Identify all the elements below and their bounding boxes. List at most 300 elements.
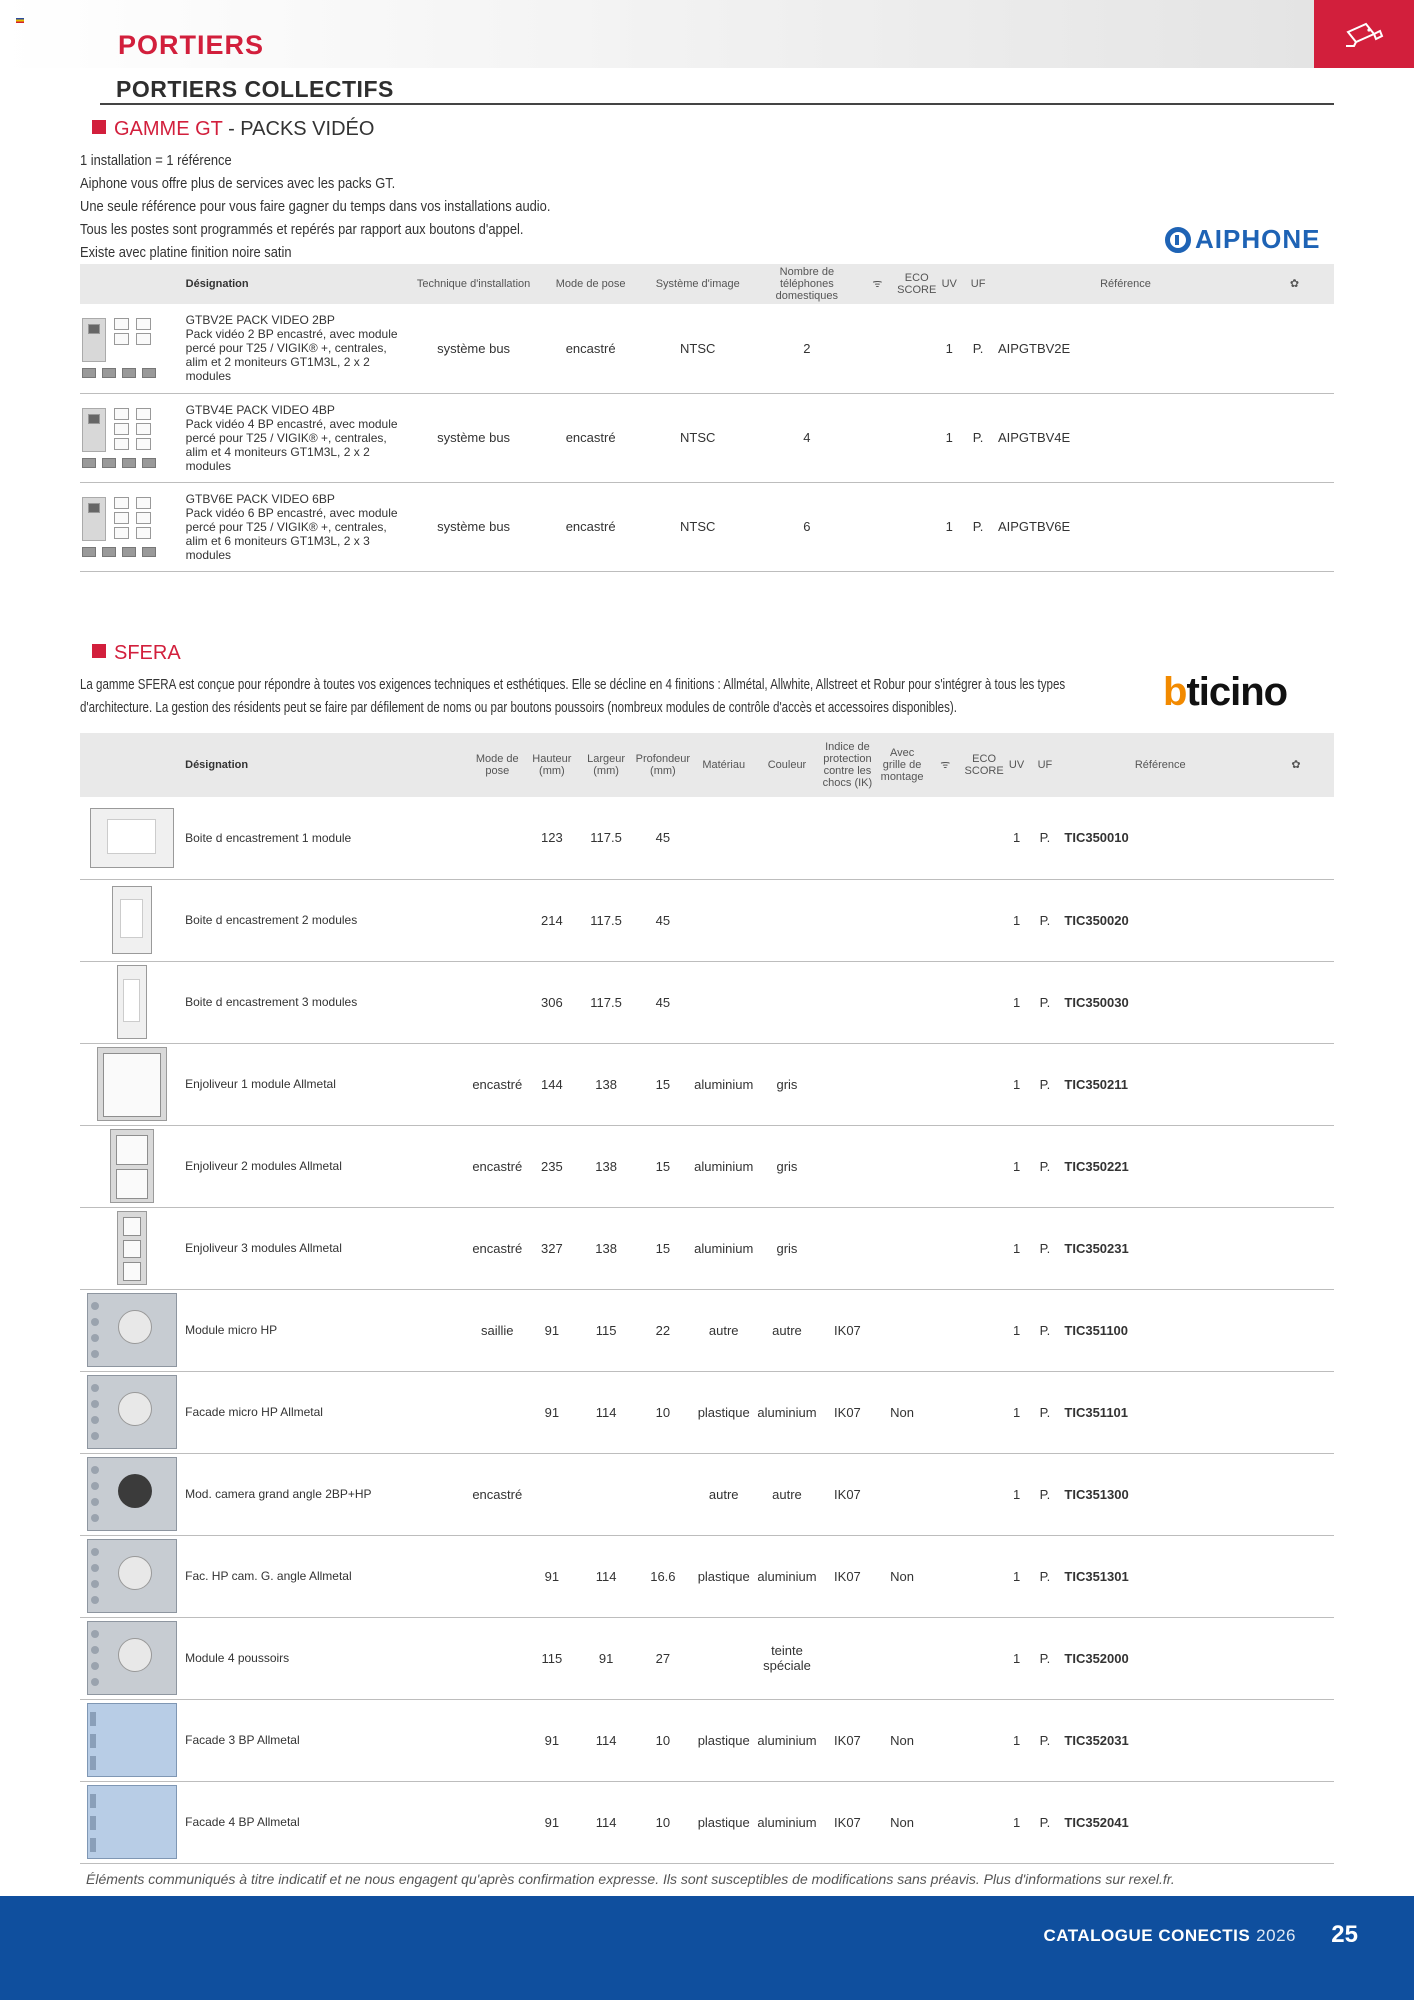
header-systeme-image: Système d'image bbox=[641, 264, 754, 304]
red-square-icon bbox=[92, 644, 106, 658]
indice-ik-cell bbox=[819, 1125, 877, 1207]
eco-score-cell bbox=[963, 1289, 1006, 1371]
wifi-cell bbox=[928, 1125, 963, 1207]
table-row bbox=[80, 1207, 1334, 1289]
product-image-cell bbox=[80, 961, 183, 1043]
couleur-cell: gris bbox=[755, 1207, 818, 1289]
designation-cell: Module 4 poussoirs bbox=[183, 1617, 469, 1699]
label-sticker-icon bbox=[120, 899, 143, 939]
profondeur-cell: 15 bbox=[634, 1125, 692, 1207]
grille-cell bbox=[876, 1617, 928, 1699]
aiphone-logo-icon bbox=[1165, 227, 1191, 253]
largeur-cell: 117.5 bbox=[579, 797, 634, 879]
reference-cell: TIC350020 bbox=[1062, 879, 1258, 961]
button-facade-image bbox=[87, 1785, 177, 1859]
module-button-icon bbox=[91, 1498, 99, 1506]
header-eco-score: ECO SCORE bbox=[963, 733, 1006, 797]
uv-cell: 1 bbox=[938, 304, 960, 393]
materiau-cell: plastique bbox=[692, 1781, 755, 1863]
eco-score-cell bbox=[963, 1699, 1006, 1781]
mode-pose-cell: encastré bbox=[469, 1125, 525, 1207]
accessory-icon bbox=[82, 458, 96, 468]
designation-cell: Enjoliveur 1 module Allmetal bbox=[183, 1043, 469, 1125]
category-badge bbox=[1314, 0, 1414, 68]
uf-cell: P. bbox=[1027, 1289, 1062, 1371]
wifi-cell bbox=[860, 482, 896, 571]
section-title: PORTIERS bbox=[118, 30, 265, 60]
intro-line: Une seule référence pour vous faire gagner du temps dans vos installations audio. bbox=[80, 198, 551, 215]
speaker-grille-icon bbox=[118, 1638, 152, 1672]
reference-cell: TIC350010 bbox=[1062, 797, 1258, 879]
recycle-cell bbox=[1255, 393, 1334, 482]
materiau-cell bbox=[692, 797, 755, 879]
red-square-icon bbox=[92, 120, 106, 134]
couleur-cell: gris bbox=[755, 1043, 818, 1125]
frame-window-icon bbox=[123, 1217, 141, 1236]
couleur-cell: aluminium bbox=[755, 1699, 818, 1781]
largeur-cell: 117.5 bbox=[579, 961, 634, 1043]
uv-cell: 1 bbox=[938, 393, 960, 482]
mode-pose-cell bbox=[469, 961, 525, 1043]
wifi-cell bbox=[928, 961, 963, 1043]
module-image bbox=[87, 1457, 177, 1531]
accessory-icon bbox=[142, 368, 156, 378]
hauteur-cell: 123 bbox=[525, 797, 578, 879]
wifi-cell bbox=[860, 304, 896, 393]
subsection-title: PORTIERS COLLECTIFS bbox=[116, 76, 394, 102]
couleur-cell: aluminium bbox=[755, 1371, 818, 1453]
monitor-icon bbox=[114, 527, 129, 539]
monitor-icon bbox=[136, 318, 151, 330]
uf-cell: P. bbox=[1027, 1699, 1062, 1781]
product-name: GTBV2E PACK VIDEO 2BP bbox=[185, 313, 335, 328]
monitor-icon bbox=[136, 527, 151, 539]
intro-line: 1 installation = 1 référence bbox=[80, 152, 232, 169]
reference-cell: TIC351100 bbox=[1062, 1289, 1258, 1371]
materiau-cell: aluminium bbox=[692, 1043, 755, 1125]
camera-icon bbox=[1344, 18, 1386, 48]
header-reference: Référence bbox=[1062, 733, 1258, 797]
module-image bbox=[87, 1293, 177, 1367]
designation-cell: Boite d encastrement 2 modules bbox=[183, 879, 469, 961]
header-uf: UF bbox=[960, 264, 996, 304]
intro-line: d'architecture. La gestion des résidents peut se faire par défilement de noms ou par boutons poussoirs (nombreux modules de contrôle d'accès et accessoires disponibles). bbox=[80, 699, 957, 716]
module-button-icon bbox=[91, 1482, 99, 1490]
hauteur-cell: 115 bbox=[525, 1617, 578, 1699]
table-row bbox=[80, 304, 1334, 393]
uv-cell: 1 bbox=[1006, 879, 1028, 961]
indice-ik-cell bbox=[819, 1617, 877, 1699]
header-uv: UV bbox=[1006, 733, 1028, 797]
product-image-cell bbox=[80, 797, 183, 879]
header-uv: UV bbox=[938, 264, 960, 304]
designation-cell: Enjoliveur 2 modules Allmetal bbox=[183, 1125, 469, 1207]
disclaimer-note: Éléments communiqués à titre indicatif et ne nous engagent qu'après confirmation expresse. Ils sont susceptibles de modifications sans préavis. Plus d'informations sur rexel.fr. bbox=[86, 1871, 1175, 1887]
aiphone-brand-text: AIPHONE bbox=[1195, 224, 1321, 254]
product-description: Pack vidéo 4 BP encastré, avec module percé pour T25 / VIGIK® +, centrales, alim et 4 moniteurs GT1M3L, 2 x 2 modules bbox=[185, 416, 398, 473]
mode-pose-cell bbox=[469, 879, 525, 961]
recycle-cell bbox=[1258, 1289, 1334, 1371]
footer-year: 2026 bbox=[1256, 1926, 1296, 1945]
accessory-icon bbox=[122, 458, 136, 468]
intro-line: La gamme SFERA est conçue pour répondre à toutes vos exigences techniques et esthétiques. Elle se décline en 4 finitions : Allmétal, Allwhite, Allstreet et Robur pour s'intégrer à tous les types bbox=[80, 676, 1066, 693]
eco-score-cell bbox=[963, 1617, 1006, 1699]
indice-ik-cell bbox=[819, 879, 877, 961]
recycle-cell bbox=[1258, 1453, 1334, 1535]
frame-image bbox=[110, 1129, 154, 1203]
monitor-icon bbox=[114, 438, 129, 450]
product-image-cell bbox=[80, 1207, 183, 1289]
indice-ik-cell bbox=[819, 961, 877, 1043]
designation-cell: Mod. camera grand angle 2BP+HP bbox=[183, 1453, 469, 1535]
designation-cell: Facade 3 BP Allmetal bbox=[183, 1699, 469, 1781]
table-row bbox=[80, 1699, 1334, 1781]
header-mode-pose: Mode de pose bbox=[469, 733, 525, 797]
mode-pose-cell bbox=[469, 1617, 525, 1699]
indice-ik-cell bbox=[819, 1207, 877, 1289]
mode-pose-cell bbox=[469, 1371, 525, 1453]
label-sticker-icon bbox=[107, 819, 156, 854]
technique-cell: système bus bbox=[407, 393, 540, 482]
flush-box-image bbox=[112, 886, 152, 954]
grille-cell bbox=[876, 879, 928, 961]
hauteur-cell: 91 bbox=[525, 1289, 578, 1371]
designation-cell: Boite d encastrement 3 modules bbox=[183, 961, 469, 1043]
uf-cell: P. bbox=[960, 304, 996, 393]
monitor-icon bbox=[136, 512, 151, 524]
monitor-icon bbox=[136, 408, 151, 420]
systeme-image-cell: NTSC bbox=[641, 393, 754, 482]
subsection-rule bbox=[100, 103, 1334, 105]
table-row bbox=[80, 482, 1334, 571]
table-header-row bbox=[80, 733, 1334, 797]
reference-cell: AIPGTBV6E bbox=[996, 482, 1255, 571]
uf-cell: P. bbox=[1027, 1043, 1062, 1125]
mode-pose-cell: encastré bbox=[540, 304, 641, 393]
product-image-cell bbox=[80, 879, 183, 961]
product-name: GTBV4E PACK VIDEO 4BP bbox=[185, 402, 335, 417]
uf-cell: P. bbox=[1027, 1781, 1062, 1863]
indice-ik-cell: IK07 bbox=[819, 1453, 877, 1535]
hauteur-cell: 91 bbox=[525, 1699, 578, 1781]
uf-cell: P. bbox=[1027, 1371, 1062, 1453]
module-button-icon bbox=[91, 1318, 99, 1326]
sfera-intro bbox=[80, 673, 1065, 719]
camera-lens-icon bbox=[118, 1556, 152, 1590]
product-description: Pack vidéo 6 BP encastré, avec module percé pour T25 / VIGIK® +, centrales, alim et 6 moniteurs GT1M3L, 2 x 3 modules bbox=[185, 505, 398, 562]
camera-lens-icon bbox=[118, 1474, 152, 1508]
largeur-cell: 114 bbox=[579, 1781, 634, 1863]
materiau-cell: autre bbox=[692, 1453, 755, 1535]
reference-cell: TIC350211 bbox=[1062, 1043, 1258, 1125]
pack-image bbox=[80, 312, 164, 384]
uv-cell: 1 bbox=[1006, 1617, 1028, 1699]
reference-cell: TIC350231 bbox=[1062, 1207, 1258, 1289]
table-row bbox=[80, 879, 1334, 961]
wifi-cell bbox=[928, 1207, 963, 1289]
header-mode-pose: Mode de pose bbox=[540, 264, 641, 304]
product-image-cell bbox=[80, 1371, 183, 1453]
product-name: GTBV6E PACK VIDEO 6BP bbox=[185, 491, 335, 506]
grille-cell bbox=[876, 1207, 928, 1289]
profondeur-cell bbox=[634, 1453, 692, 1535]
hauteur-cell: 91 bbox=[525, 1371, 578, 1453]
largeur-cell: 117.5 bbox=[579, 879, 634, 961]
pack-image bbox=[80, 402, 164, 474]
mode-pose-cell: encastré bbox=[540, 482, 641, 571]
product-image-cell bbox=[80, 1043, 183, 1125]
reference-cell: TIC352041 bbox=[1062, 1781, 1258, 1863]
camera-screen-icon bbox=[88, 414, 100, 424]
materiau-cell bbox=[692, 961, 755, 1043]
uv-cell: 1 bbox=[1006, 1535, 1028, 1617]
eco-score-cell bbox=[963, 1453, 1006, 1535]
materiau-cell: aluminium bbox=[692, 1125, 755, 1207]
sfera-title: SFERA bbox=[114, 642, 181, 664]
profondeur-cell: 22 bbox=[634, 1289, 692, 1371]
indice-ik-cell: IK07 bbox=[819, 1699, 877, 1781]
aiphone-logo bbox=[1165, 224, 1320, 255]
indice-ik-cell: IK07 bbox=[819, 1371, 877, 1453]
hauteur-cell: 235 bbox=[525, 1125, 578, 1207]
accessory-icon bbox=[122, 368, 136, 378]
monitor-icon bbox=[136, 423, 151, 435]
systeme-image-cell: NTSC bbox=[641, 482, 754, 571]
profondeur-cell: 45 bbox=[634, 961, 692, 1043]
recycle-cell bbox=[1255, 304, 1334, 393]
module-button-icon bbox=[91, 1564, 99, 1572]
wifi-cell bbox=[928, 1453, 963, 1535]
couleur-cell: gris bbox=[755, 1125, 818, 1207]
recycle-cell bbox=[1258, 1535, 1334, 1617]
module-button-icon bbox=[91, 1630, 99, 1638]
recycle-cell bbox=[1258, 1125, 1334, 1207]
header-nb-telephones: Nombre de téléphones domestiques bbox=[754, 264, 859, 304]
recycle-cell bbox=[1258, 1617, 1334, 1699]
header-grille: Avec grille de montage bbox=[876, 733, 928, 797]
uf-cell: P. bbox=[1027, 1207, 1062, 1289]
header-materiau: Matériau bbox=[692, 733, 755, 797]
profondeur-cell: 10 bbox=[634, 1371, 692, 1453]
recycle-cell bbox=[1258, 1207, 1334, 1289]
materiau-cell bbox=[692, 879, 755, 961]
hauteur-cell: 214 bbox=[525, 879, 578, 961]
uv-cell: 1 bbox=[1006, 1453, 1028, 1535]
camera-screen-icon bbox=[88, 324, 100, 334]
frame-image bbox=[97, 1047, 167, 1121]
uv-cell: 1 bbox=[1006, 1043, 1028, 1125]
materiau-cell: autre bbox=[692, 1289, 755, 1371]
eco-score-cell bbox=[963, 797, 1006, 879]
profondeur-cell: 10 bbox=[634, 1781, 692, 1863]
product-image-cell bbox=[80, 1781, 183, 1863]
facade-clip-icon bbox=[90, 1712, 96, 1726]
hauteur-cell: 144 bbox=[525, 1043, 578, 1125]
monitor-icon bbox=[114, 512, 129, 524]
hauteur-cell: 91 bbox=[525, 1781, 578, 1863]
grille-cell: Non bbox=[876, 1781, 928, 1863]
product-image-cell bbox=[80, 1125, 183, 1207]
designation-cell bbox=[184, 482, 407, 571]
reference-cell: TIC352031 bbox=[1062, 1699, 1258, 1781]
reference-cell: TIC351300 bbox=[1062, 1453, 1258, 1535]
grille-cell bbox=[876, 1289, 928, 1371]
flush-box-image bbox=[90, 808, 174, 868]
systeme-image-cell: NTSC bbox=[641, 304, 754, 393]
eco-score-cell bbox=[963, 1043, 1006, 1125]
mode-pose-cell: encastré bbox=[469, 1453, 525, 1535]
eco-score-cell bbox=[963, 1125, 1006, 1207]
speaker-grille-icon bbox=[118, 1392, 152, 1426]
eco-score-cell bbox=[895, 304, 938, 393]
mode-pose-cell bbox=[469, 797, 525, 879]
module-button-icon bbox=[91, 1466, 99, 1474]
module-button-icon bbox=[91, 1384, 99, 1392]
reference-cell: TIC351101 bbox=[1062, 1371, 1258, 1453]
frame-window-icon bbox=[123, 1240, 141, 1259]
speaker-grille-icon bbox=[118, 1310, 152, 1344]
accessory-icon bbox=[102, 547, 116, 557]
header-uf: UF bbox=[1027, 733, 1062, 797]
monitor-icon bbox=[136, 497, 151, 509]
uv-cell: 1 bbox=[1006, 1371, 1028, 1453]
product-image-cell bbox=[80, 1699, 183, 1781]
table-row bbox=[80, 1535, 1334, 1617]
gamme-gt-title: GAMME GT bbox=[114, 118, 223, 140]
uv-cell: 1 bbox=[1006, 961, 1028, 1043]
uf-cell: P. bbox=[960, 482, 996, 571]
materiau-cell: plastique bbox=[692, 1699, 755, 1781]
module-button-icon bbox=[91, 1416, 99, 1424]
recycle-cell bbox=[1258, 1043, 1334, 1125]
grille-cell: Non bbox=[876, 1699, 928, 1781]
module-image bbox=[87, 1621, 177, 1695]
grille-cell: Non bbox=[876, 1535, 928, 1617]
couleur-cell bbox=[755, 879, 818, 961]
pack-image bbox=[80, 491, 164, 563]
module-button-icon bbox=[91, 1678, 99, 1686]
uv-cell: 1 bbox=[1006, 1781, 1028, 1863]
table-row bbox=[80, 1453, 1334, 1535]
uf-cell: P. bbox=[1027, 961, 1062, 1043]
button-facade-image bbox=[87, 1703, 177, 1777]
uf-cell: P. bbox=[1027, 1125, 1062, 1207]
largeur-cell: 114 bbox=[579, 1535, 634, 1617]
eco-score-cell bbox=[963, 1371, 1006, 1453]
materiau-cell: aluminium bbox=[692, 1207, 755, 1289]
footer-catalogue bbox=[1043, 1926, 1296, 1946]
indice-ik-cell: IK07 bbox=[819, 1289, 877, 1371]
header-indice-ik: Indice de protection contre les chocs (IK) bbox=[819, 733, 877, 797]
eco-score-cell bbox=[895, 393, 938, 482]
uv-cell: 1 bbox=[1006, 1699, 1028, 1781]
module-button-icon bbox=[91, 1596, 99, 1604]
recycle-icon: ✿ bbox=[1289, 278, 1300, 290]
grille-cell bbox=[876, 797, 928, 879]
table-row bbox=[80, 1289, 1334, 1371]
largeur-cell: 138 bbox=[579, 1207, 634, 1289]
hauteur-cell: 306 bbox=[525, 961, 578, 1043]
wifi-icon: ᯤ bbox=[940, 759, 951, 771]
profondeur-cell: 27 bbox=[634, 1617, 692, 1699]
facade-clip-icon bbox=[90, 1794, 96, 1808]
module-button-icon bbox=[91, 1548, 99, 1556]
frame-window-icon bbox=[116, 1169, 148, 1199]
footer-bar bbox=[0, 1896, 1414, 2000]
gamme-gt-intro bbox=[80, 149, 550, 264]
couleur-cell: autre bbox=[755, 1453, 818, 1535]
table-row bbox=[80, 961, 1334, 1043]
wifi-cell bbox=[928, 1617, 963, 1699]
hauteur-cell: 327 bbox=[525, 1207, 578, 1289]
largeur-cell bbox=[579, 1453, 634, 1535]
wifi-cell bbox=[928, 1371, 963, 1453]
header-profondeur: Profondeur (mm) bbox=[634, 733, 692, 797]
monitor-icon bbox=[136, 333, 151, 345]
sfera-heading bbox=[92, 642, 181, 665]
table-row bbox=[80, 1043, 1334, 1125]
product-image-cell bbox=[80, 1453, 183, 1535]
largeur-cell: 138 bbox=[579, 1125, 634, 1207]
designation-cell bbox=[184, 304, 407, 393]
table-row bbox=[80, 393, 1334, 482]
couleur-cell: aluminium bbox=[755, 1535, 818, 1617]
intro-line: Aiphone vous offre plus de services avec les packs GT. bbox=[80, 175, 396, 192]
profondeur-cell: 15 bbox=[634, 1207, 692, 1289]
module-button-icon bbox=[91, 1432, 99, 1440]
wifi-cell bbox=[928, 1699, 963, 1781]
intro-line: Existe avec platine finition noire satin bbox=[80, 244, 292, 261]
facade-clip-icon bbox=[90, 1816, 96, 1830]
eco-score-cell bbox=[963, 1781, 1006, 1863]
bticino-logo-b: b bbox=[1163, 670, 1187, 714]
module-button-icon bbox=[91, 1400, 99, 1408]
bticino-logo-text: ticino bbox=[1186, 670, 1288, 714]
mode-pose-cell: encastré bbox=[540, 393, 641, 482]
eco-score-cell bbox=[963, 1207, 1006, 1289]
wifi-cell bbox=[928, 879, 963, 961]
reference-cell: AIPGTBV4E bbox=[996, 393, 1255, 482]
table-row bbox=[80, 1781, 1334, 1863]
monitor-icon bbox=[114, 318, 129, 330]
monitor-icon bbox=[114, 408, 129, 420]
facade-clip-icon bbox=[90, 1756, 96, 1770]
grille-cell: Non bbox=[876, 1371, 928, 1453]
hauteur-cell: 91 bbox=[525, 1535, 578, 1617]
uf-cell: P. bbox=[1027, 879, 1062, 961]
grille-cell bbox=[876, 961, 928, 1043]
mode-pose-cell bbox=[469, 1535, 525, 1617]
uf-cell: P. bbox=[960, 393, 996, 482]
uv-cell: 1 bbox=[1006, 1289, 1028, 1371]
indice-ik-cell bbox=[819, 797, 877, 879]
header-couleur: Couleur bbox=[755, 733, 818, 797]
camera-screen-icon bbox=[88, 503, 100, 513]
largeur-cell: 138 bbox=[579, 1043, 634, 1125]
couleur-cell: aluminium bbox=[755, 1781, 818, 1863]
header-reference: Référence bbox=[996, 264, 1255, 304]
header-wifi bbox=[860, 264, 896, 304]
uf-cell: P. bbox=[1027, 1453, 1062, 1535]
module-image bbox=[87, 1539, 177, 1613]
header-image bbox=[80, 264, 184, 304]
materiau-cell bbox=[692, 1617, 755, 1699]
profondeur-cell: 16.6 bbox=[634, 1535, 692, 1617]
product-image-cell bbox=[80, 482, 184, 571]
intro-line: Tous les postes sont programmés et repérés par rapport aux boutons d'appel. bbox=[80, 221, 524, 238]
mode-pose-cell: encastré bbox=[469, 1207, 525, 1289]
mode-pose-cell bbox=[469, 1699, 525, 1781]
